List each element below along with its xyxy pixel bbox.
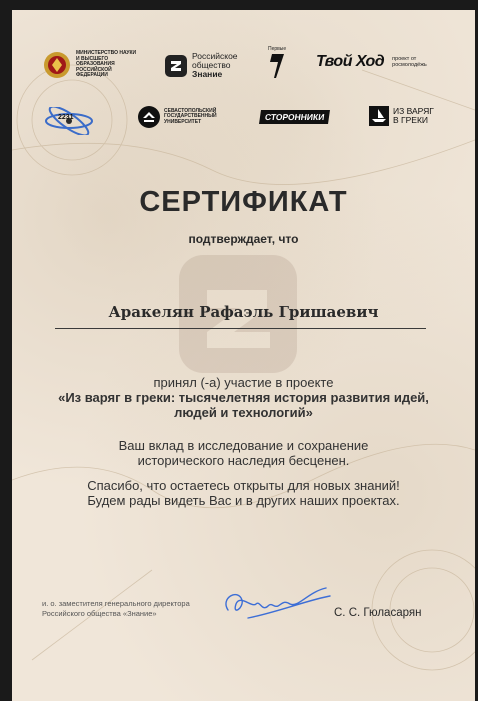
participation-text: принял (-а) участие в проекте: [153, 375, 334, 390]
sevgu-name: СЕВАСТОПОЛЬСКИЙ ГОСУДАРСТВЕННЫЙ УНИВЕРСИТЕТ: [164, 107, 217, 125]
pervye-logo: [268, 46, 286, 80]
izvaryag-logo: [369, 106, 434, 126]
signer-role-line-1: и. о. заместителя генерального директора: [42, 599, 190, 608]
rosmolodezh-text: проект от росмолодёжь: [392, 56, 427, 68]
tvoy-hod-logo: [316, 53, 426, 71]
project-title-line-1: «Из варяг в греки: тысячелетняя история развития идей,: [58, 390, 429, 405]
thanks-line-1: Спасибо, что остаетесь открыты для новых знаний!: [87, 478, 400, 493]
znanie-line-1: Российское: [192, 51, 238, 61]
certificate-title: СЕРТИФИКАТ: [139, 186, 348, 218]
recipient-name: Аракелян Рафаэль Гришаевич: [108, 303, 379, 321]
name-underline: [55, 328, 426, 329]
znanie-line-2: общество: [192, 60, 231, 70]
sevgu-logo: [138, 106, 224, 128]
thanks-line-2: Будем рады видеть Вас и в других наших проектах.: [87, 493, 400, 508]
emblem-icon: [42, 50, 72, 80]
izvaryag-line-1: ИЗ ВАРЯГ: [393, 106, 434, 116]
pervye-label: Первые: [268, 46, 287, 52]
contribution-line-2: исторического наследия бесценен.: [137, 453, 350, 468]
handwritten-signature: [218, 578, 338, 628]
znanie-line-3: Знание: [192, 69, 223, 79]
certificate-page: [12, 10, 475, 701]
ship-icon: [369, 106, 389, 126]
storonniki-text: СТОРОННИКИ: [259, 110, 330, 124]
storonniki-logo: [260, 110, 329, 124]
izvaryag-line-2: В ГРЕКИ: [393, 115, 429, 125]
tvoy-hod-text: Твой Ход: [316, 53, 385, 70]
project-title-line-2: людей и технологий»: [174, 405, 313, 420]
confirms-text: подтверждает, что: [188, 232, 299, 246]
pervye-icon: [268, 52, 286, 80]
ministry-name: МИНИСТЕРСТВО НАУКИ И ВЫСШЕГО ОБРАЗОВАНИЯ РОССИЙСКОЙ ФЕДЕРАЦИИ: [76, 50, 137, 79]
ntr-logo: [44, 107, 94, 135]
contribution-line-1: Ваш вклад в исследование и сохранение: [118, 438, 369, 453]
znanie-icon: [165, 55, 187, 77]
signer-name: С. С. Гюласарян: [334, 607, 422, 619]
atom-icon: [44, 107, 94, 135]
sevgu-icon: [138, 106, 160, 128]
ntr-number: 2231: [58, 114, 74, 121]
znanie-logo: [165, 52, 238, 79]
signer-role-line-2: Российского общества «Знание»: [42, 609, 157, 618]
signer-role: [42, 599, 190, 619]
ministry-logo: [42, 50, 140, 80]
